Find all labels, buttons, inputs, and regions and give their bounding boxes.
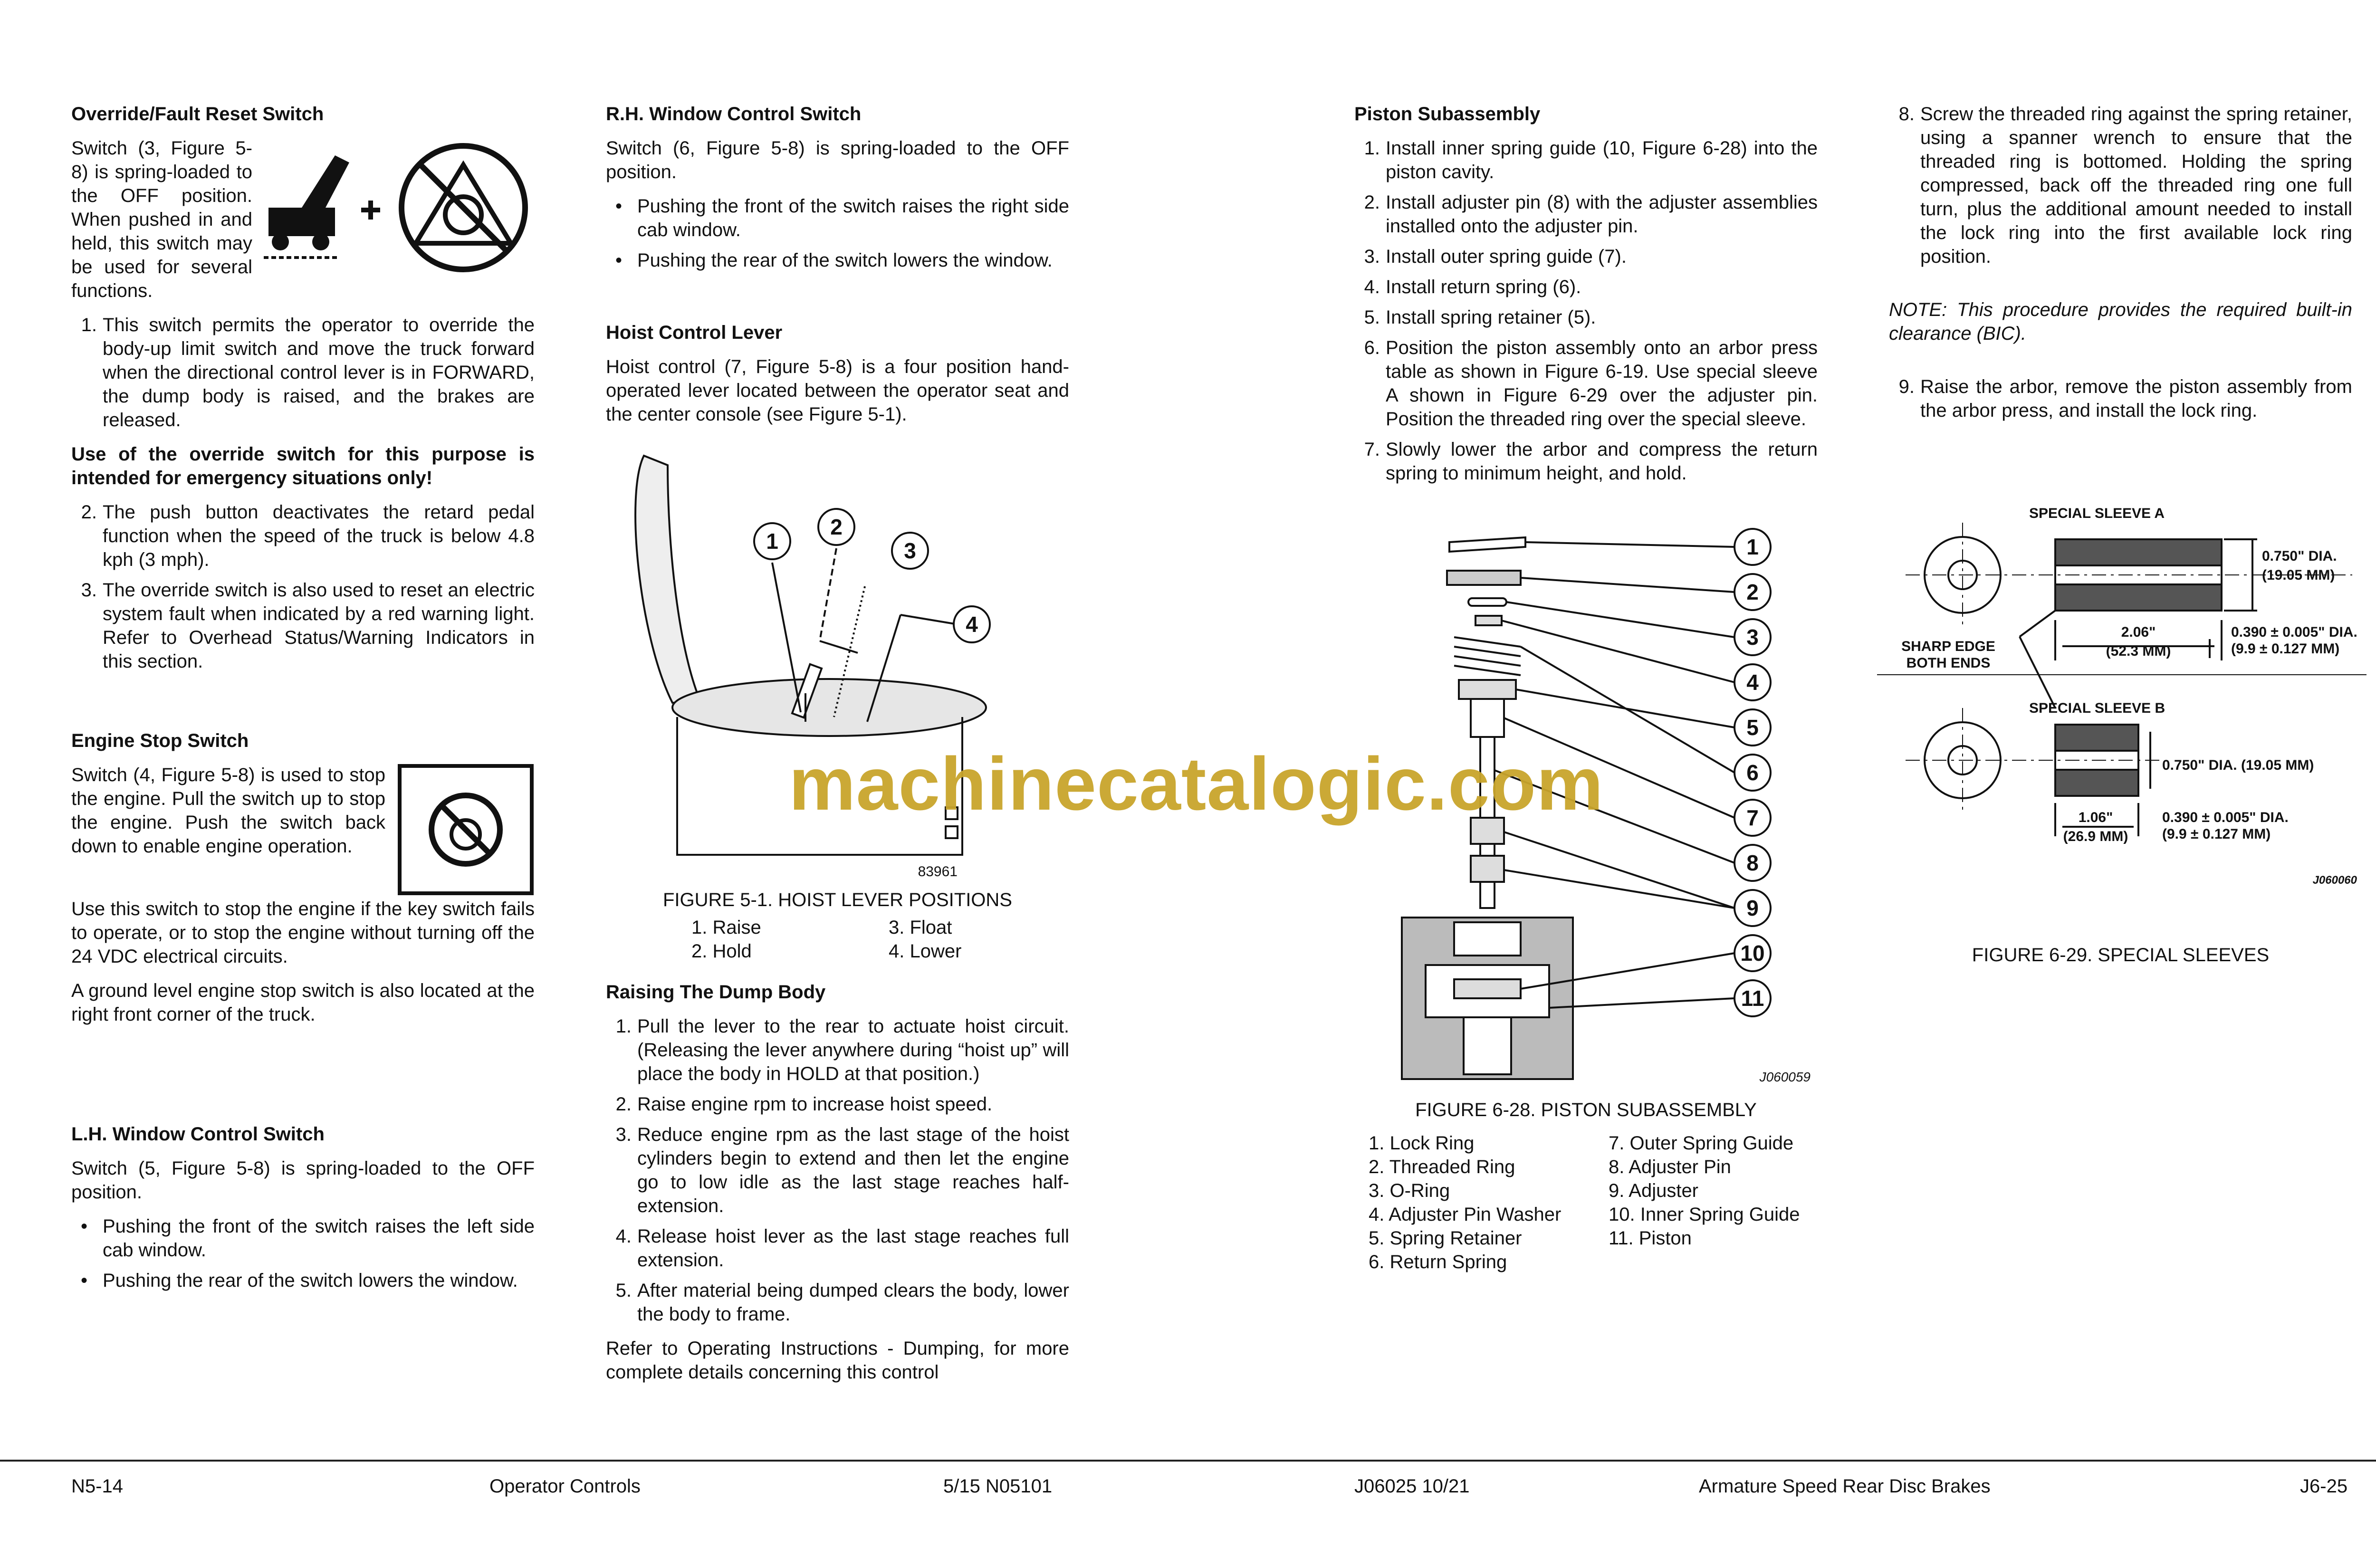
sleeve-a-length: 2.06": [2121, 624, 2156, 640]
sleeve-b-length: 1.06": [2078, 810, 2113, 825]
footer-rule: [0, 1460, 2376, 1462]
piston-legend: [1369, 1131, 1818, 1274]
hoist-intro: Hoist control (7, Figure 5-8) is a four position hand-operated lever located between the operator seat and the center console (see Figure 5-1).: [606, 356, 1069, 425]
piston-list-continued: [1889, 102, 2352, 268]
legend-item: 4. Adjuster Pin Washer: [1369, 1204, 1562, 1225]
callout-5: 5: [1746, 715, 1759, 740]
legend-item: 1. Lock Ring: [1369, 1133, 1475, 1154]
sleeve-a-label: SPECIAL SLEEVE A: [2029, 506, 2165, 521]
piston-figure-number: J060059: [1759, 1070, 1811, 1084]
callout-2: 2: [830, 515, 843, 539]
piston-heading: Piston Subassembly: [1354, 104, 1541, 124]
legend-item: 8. Adjuster Pin: [1609, 1157, 1731, 1177]
piston-list-final: [1889, 375, 2352, 422]
legend-item: 2. Hold: [691, 941, 752, 962]
rh-window-heading: R.H. Window Control Switch: [606, 104, 862, 124]
hoist-caption: FIGURE 5-1. HOIST LEVER POSITIONS: [663, 889, 1012, 910]
legend-item: 10. Inner Spring Guide: [1609, 1204, 1800, 1225]
footer-left-page-number: N5-14: [71, 1476, 123, 1497]
list-item: 2. Install adjuster pin (8) with the adjuster assemblies installed onto the adjuster pin.: [1364, 192, 1818, 237]
engine-stop-p2: Use this switch to stop the engine if the key switch fails to operate, or to stop the engine without turning off the 24 VDC electrical circuits.: [71, 899, 535, 967]
callout-11: 11: [1741, 986, 1764, 1011]
footer-right-date: J06025 10/21: [1354, 1476, 1470, 1497]
legend-item: 3. Float: [889, 917, 952, 938]
sleeve-a-bore: 0.390 ± 0.005" DIA.: [2231, 624, 2357, 640]
legend-item: 9. Adjuster: [1609, 1180, 1699, 1201]
legend-item: 5. Spring Retainer: [1369, 1228, 1522, 1249]
lh-window-intro: Switch (5, Figure 5-8) is spring-loaded to the OFF position.: [71, 1158, 535, 1203]
lh-window-heading: L.H. Window Control Switch: [71, 1124, 325, 1145]
override-intro-block: [71, 136, 535, 313]
callout-3: 3: [904, 538, 916, 563]
right-column-1: [1354, 102, 1818, 1274]
callout-4: 4: [966, 612, 978, 637]
override-list-1: [71, 313, 535, 432]
legend-item: 6. Return Spring: [1369, 1252, 1507, 1272]
piston-caption: FIGURE 6-28. PISTON SUBASSEMBLY: [1415, 1100, 1757, 1120]
list-item: 3. Reduce engine rpm as the last stage of the hoist cylinders begin to extend and then let the engine go to low idle as the last stage reaches half-extension.: [615, 1124, 1069, 1216]
hoist-callouts: [754, 509, 990, 642]
list-item: 4. Release hoist lever as the last stage reaches full extension.: [615, 1226, 1069, 1271]
footer-left-date: 5/15 N05101: [943, 1476, 1053, 1497]
raising-heading: Raising The Dump Body: [606, 982, 826, 1003]
legend-item: 3. O-Ring: [1369, 1180, 1450, 1201]
no-engine-icon: [402, 146, 525, 269]
engine-stop-heading: Engine Stop Switch: [71, 730, 249, 751]
engine-stop-icon: [397, 763, 535, 896]
list-item: 5. Install spring retainer (5).: [1364, 307, 1596, 328]
rh-window-intro: Switch (6, Figure 5-8) is spring-loaded to the OFF position.: [606, 138, 1069, 182]
list-item: • Pushing the rear of the switch lowers the window.: [615, 250, 1053, 271]
sleeve-b-bore-mm: (9.9 ± 0.127 MM): [2162, 826, 2271, 842]
legend-item: 2. Threaded Ring: [1369, 1157, 1515, 1177]
legend-item: 1. Raise: [691, 917, 761, 938]
raising-closing: Refer to Operating Instructions - Dumping, for more complete details concerning this control: [606, 1338, 1069, 1383]
override-heading: Override/Fault Reset Switch: [71, 104, 324, 124]
left-column-1: [71, 102, 535, 1303]
list-item: 2. Raise engine rpm to increase hoist speed.: [615, 1094, 993, 1115]
list-item: 7. Slowly lower the arbor and compress the return spring to minimum height, and hold.: [1364, 439, 1818, 484]
lh-window-bullets: [71, 1214, 535, 1292]
sleeve-a-bore-mm: (9.9 ± 0.127 MM): [2231, 641, 2340, 657]
callout-6: 6: [1746, 760, 1759, 785]
piston-list: [1354, 136, 1818, 485]
list-item: 9. Raise the arbor, remove the piston assembly from the arbor press, and install the lock ring.: [1898, 376, 2352, 421]
list-item: 1. This switch permits the operator to override the body-up limit switch and move the truck forward when the directional control lever is in FORWARD, the dump body is raised, and the brakes are released.: [81, 315, 535, 430]
callout-9: 9: [1746, 896, 1759, 920]
override-intro: Switch (3, Figure 5-8) is spring-loaded to the OFF position. When pushed in and held, this switch may be used for several functions.: [71, 138, 252, 301]
callout-1: 1: [1746, 535, 1759, 559]
watermark: machinecatalogic.com: [789, 742, 1604, 826]
list-item: • Pushing the rear of the switch lowers the window.: [81, 1270, 518, 1291]
sleeve-b-label: SPECIAL SLEEVE B: [2029, 700, 2165, 716]
sleeves-caption: FIGURE 6-29. SPECIAL SLEEVES: [1972, 945, 2270, 966]
hoist-figure-number: 83961: [918, 864, 958, 880]
sleeve-b-bore: 0.390 ± 0.005" DIA.: [2162, 810, 2289, 825]
callout-8: 8: [1746, 851, 1759, 875]
hoist-heading: Hoist Control Lever: [606, 322, 783, 343]
list-item: 5. After material being dumped clears the body, lower the body to frame.: [615, 1280, 1069, 1325]
list-item: 6. Position the piston assembly onto an arbor press table as shown in Figure 6-19. Use special sleeve A shown in Figure 6-29 over the adjuster pin. Position the threaded ring over the special sleeve.: [1364, 337, 1818, 430]
bic-note: NOTE: This procedure provides the required built-in clearance (BIC).: [1889, 299, 2352, 344]
list-item: • Pushing the front of the switch raises the left side cab window.: [81, 1216, 535, 1261]
callout-3: 3: [1746, 625, 1759, 650]
dump-truck-icon: [264, 155, 349, 258]
list-item: 8. Screw the threaded ring against the spring retainer, using a spanner wrench to ensure that the threaded ring is bottomed. Holding the spring compressed, back off the threaded ring one full turn, plus the additional amount needed to install the lock ring into the first available lock ring position.: [1898, 104, 2352, 267]
list-item: 3. The override switch is also used to reset an electric system fault when indicated by a red warning light. Refer to Overhead Status/Warning Indicators in this section.: [81, 580, 535, 672]
list-item: 3. Install outer spring guide (7).: [1364, 246, 1627, 267]
sharp-edge-label-2: BOTH ENDS: [1906, 655, 1991, 671]
list-item: 1. Pull the lever to the rear to actuate hoist circuit. (Releasing the lever anywhere during “hoist up” will place the body in HOLD at that position.): [615, 1016, 1069, 1084]
legend-item: 7. Outer Spring Guide: [1609, 1133, 1794, 1154]
rh-window-bullets: [606, 194, 1069, 272]
footer-left-section: Operator Controls: [489, 1476, 641, 1497]
sleeves-figure-number: J060060: [2312, 874, 2357, 887]
sharp-edge-label-1: SHARP EDGE: [1901, 639, 1995, 654]
engine-stop-p3: A ground level engine stop switch is also located at the right front corner of the truck.: [71, 980, 535, 1025]
plus-icon: [361, 201, 380, 220]
override-switch-icon: [264, 136, 535, 303]
special-sleeves-diagram: [1877, 494, 2366, 903]
sleeve-a-length-mm: (52.3 MM): [2106, 643, 2171, 659]
engine-stop-p1: Switch (4, Figure 5-8) is used to stop the engine. Pull the switch up to stop the engine. Push the switch back down to enable engine operation.: [71, 765, 385, 857]
right-column-2: [1889, 102, 2352, 433]
list-item: • Pushing the front of the switch raises the right side cab window.: [615, 196, 1069, 240]
engine-stop-block: [71, 763, 535, 901]
hoist-legend: [691, 916, 1069, 963]
legend-item: 4. Lower: [889, 941, 962, 962]
legend-item: 11. Piston: [1609, 1228, 1692, 1249]
override-list-2: [71, 500, 535, 673]
callout-7: 7: [1746, 805, 1759, 830]
sleeve-b-dia: 0.750" DIA. (19.05 MM): [2162, 757, 2314, 773]
list-item: 1. Install inner spring guide (10, Figure 6-28) into the piston cavity.: [1364, 138, 1818, 182]
callout-4: 4: [1746, 670, 1759, 695]
footer-right-page-number: J6-25: [2300, 1476, 2348, 1497]
callout-1: 1: [766, 529, 778, 554]
sleeve-a-dia: 0.750" DIA.: [2262, 548, 2337, 564]
list-item: 2. The push button deactivates the retard pedal function when the speed of the truck is below 4.8 kph (3 mph).: [81, 502, 535, 570]
callout-2: 2: [1746, 580, 1759, 604]
override-warning: Use of the override switch for this purpose is intended for emergency situations only!: [71, 444, 535, 488]
sleeve-a-dia-mm: (19.05 MM): [2262, 567, 2335, 583]
raising-list: [606, 1014, 1069, 1326]
callout-10: 10: [1740, 941, 1765, 966]
sleeve-b-length-mm: (26.9 MM): [2063, 829, 2128, 844]
list-item: 4. Install return spring (6).: [1364, 277, 1581, 297]
footer-right-section: Armature Speed Rear Disc Brakes: [1699, 1476, 1991, 1497]
